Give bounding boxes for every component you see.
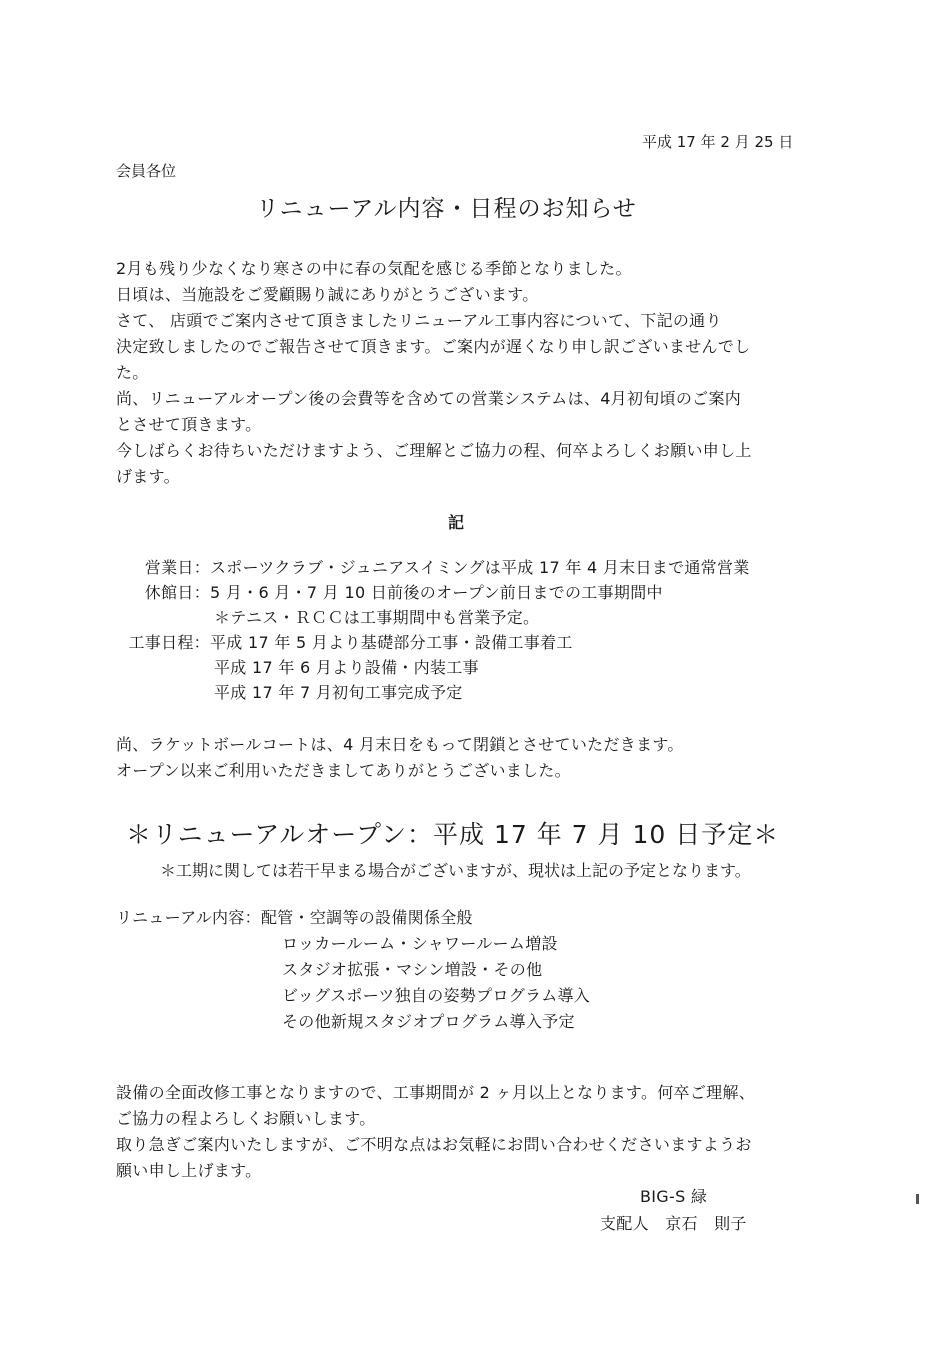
signature-person: 支配人 京石 則子 <box>600 1214 747 1233</box>
addressee: 会員各位 <box>116 162 177 180</box>
intro-line: 今しばらくお待ちいただけますよう、ご理解とご協力の程、何卒よろしくお願い申し上 <box>116 441 752 460</box>
intro-paragraph <box>116 256 752 490</box>
intro-line: た。 <box>116 363 149 382</box>
renewal-contents <box>116 905 590 1035</box>
contents-item: スタジオ拡張・マシン増設・その他 <box>282 960 543 979</box>
renewal-open-date: ＊リニューアルオープン：平成 17 年 7 月 10 日予定＊ <box>126 820 780 849</box>
contents-label: リニューアル内容： <box>116 908 261 927</box>
construction-schedule-row <box>116 630 750 655</box>
intro-line: げます。 <box>116 467 180 486</box>
renewal-note: ＊工期に関しては若干早まる場合がございますが、現状は上記の予定となります。 <box>160 861 751 880</box>
construction-line: 平成 17 年 5 月より基礎部分工事・設備工事着工 <box>210 633 573 652</box>
business-days-row <box>116 555 750 580</box>
intro-line: 2月も残り少なくなり寒さの中に春の気配を感じる季節となりました。 <box>116 259 632 278</box>
contents-row <box>116 905 590 931</box>
closed-days-text: 5 月・6 月・7 月 10 日前後のオープン前日までの工事期間中 <box>210 583 663 602</box>
closed-days-label: 休館日： <box>144 583 210 602</box>
final-paragraph <box>116 1080 755 1184</box>
construction-line: 平成 17 年 6 月より設備・内装工事 <box>214 658 479 677</box>
ki-heading: 記 <box>448 513 465 532</box>
intro-line: さて、 店頭でご案内させて頂きましたリニューアル工事内容について、下記の通り <box>116 311 722 330</box>
construction-line: 平成 17 年 7 月初旬工事完成予定 <box>214 683 463 702</box>
contents-item: ロッカールーム・シャワールーム増設 <box>282 934 558 953</box>
business-days-text: スポーツクラブ・ジュニアスイミングは平成 17 年 4 月末日まで通常営業 <box>210 558 750 577</box>
schedule-section <box>116 555 750 705</box>
signature-block <box>600 1184 747 1238</box>
intro-line: 尚、リニューアルオープン後の会費等を含めての営業システムは、4月初旬頃のご案内 <box>116 389 742 408</box>
intro-line: 日頃は、当施設をご愛顧賜り誠にありがとうございます。 <box>116 285 539 304</box>
racquetball-notice <box>116 732 684 784</box>
final-line: ご協力の程よろしくお願いします。 <box>116 1109 376 1128</box>
intro-line: 決定致しましたのでご報告させて頂きます。ご案内が遅くなり申し訳ございませんでし <box>116 337 751 356</box>
final-line: 取り急ぎご案内いたしますが、ご不明な点はお気軽にお問い合わせくださいますようお <box>116 1135 752 1154</box>
contents-item: その他新規スタジオプログラム導入予定 <box>282 1012 575 1031</box>
document-date: 平成 17 年 2 月 25 日 <box>642 133 794 151</box>
document-title: リニューアル内容・日程のお知らせ <box>256 196 637 222</box>
final-line: 設備の全面改修工事となりますので、工事期間が 2 ヶ月以上となります。何卒ご理解、 <box>116 1083 756 1102</box>
notice-line: 尚、ラケットボールコートは、4 月末日をもって閉鎖とさせていただきます。 <box>116 735 684 754</box>
contents-item: ビッグスポーツ独自の姿勢プログラム導入 <box>282 986 591 1005</box>
business-days-label: 営業日： <box>144 558 210 577</box>
final-line: 願い申し上げます。 <box>116 1161 262 1180</box>
contents-item: 配管・空調等の設備関係全般 <box>260 908 473 927</box>
signature-org: BIG-S 緑 <box>640 1187 708 1206</box>
closed-days-row <box>116 580 750 605</box>
closed-days-note: ＊テニス・ＲＣＣは工事期間中も営業予定。 <box>214 608 540 627</box>
notice-line: オープン以来ご利用いただきましてありがとうございました。 <box>116 761 571 780</box>
intro-line: とさせて頂きます。 <box>116 415 262 434</box>
construction-schedule-label: 工事日程： <box>128 633 210 652</box>
scan-mark <box>916 1194 919 1204</box>
